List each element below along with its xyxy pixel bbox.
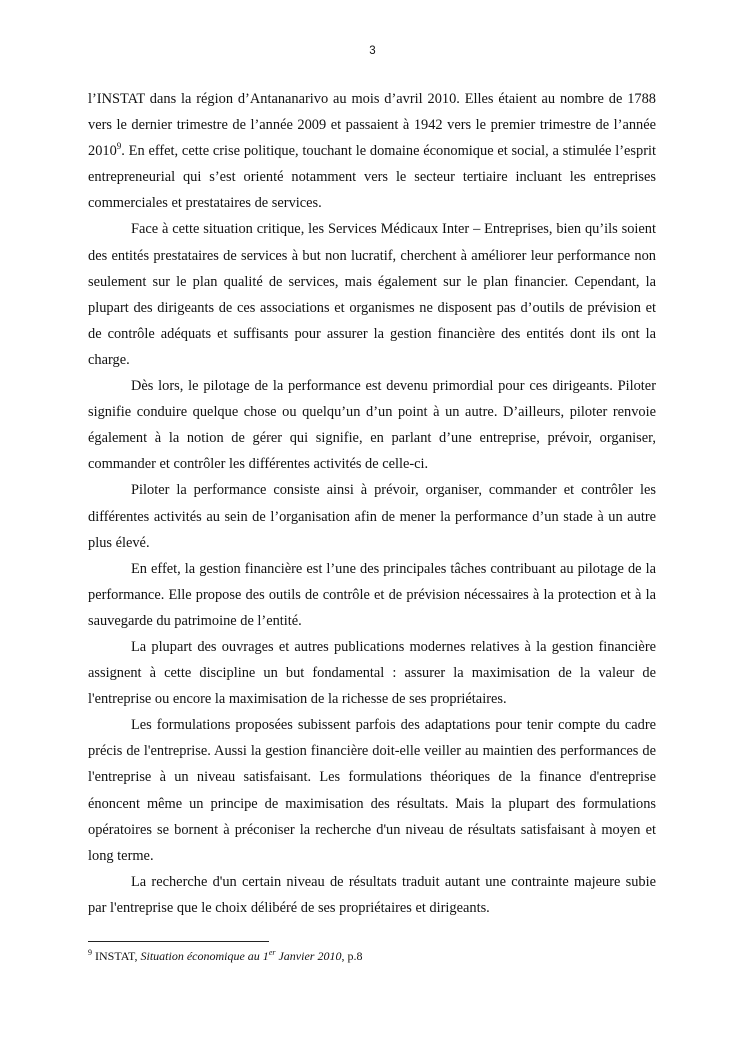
paragraph-4: Piloter la performance consiste ainsi à prévoir, organiser, commander et contrôler les différentes activités au sein de l’organisation afin de mener la performance d’un stade à un autre plus élevé. (88, 482, 656, 551)
footnote-marker: 9 (88, 948, 92, 957)
footnote-pages: , p.8 (341, 949, 363, 963)
footnote (88, 948, 656, 964)
footnote-source: INSTAT, (92, 949, 141, 963)
footnote-title-date: Janvier 2010 (275, 949, 342, 963)
footnote-title (140, 949, 341, 963)
page-number: 3 (369, 45, 376, 57)
footnote-title-text: Situation économique au 1 (140, 949, 269, 963)
body-text (88, 86, 656, 921)
paragraph-5: En effet, la gestion financière est l’une des principales tâches contribuant au pilotage de la performance. Elle propose des outils de contrôle et de prévision nécessaires à la protection et à la sauvegarde du patrimoine de l’entité. (88, 560, 656, 629)
footnote-title-superscript: er (268, 948, 276, 957)
paragraph-1 (88, 86, 656, 216)
paragraph-8: La recherche d'un certain niveau de résultats traduit autant une contrainte majeure subie par l'entreprise que le choix délibéré de ses propriétaires et dirigeants. (88, 873, 656, 916)
paragraph-6: La plupart des ouvrages et autres publications modernes relatives à la gestion financière assignent à cette discipline un but fondamental : assurer la maximisation de la valeur de l'entreprise ou encore la maximisation de la richesse de ses propriétaires. (88, 638, 656, 708)
paragraph-1-text: l’INSTAT dans la région d’Antananarivo au mois d’avril 2010. Elles étaient au nombre de 1788 vers le dernier trimestre de l’année 2009 et passaient à 1942 vers le premier trimestre de l’année 2010 (88, 91, 656, 160)
paragraph-7: Les formulations proposées subissent parfois des adaptations pour tenir compte du cadre précis de l'entreprise. Aussi la gestion financière doit-elle veiller au maintien des performances de l'entreprise à un niveau satisfaisant. Les formulations théoriques de la finance d'entreprise énoncent même un principe de maximisation des résultats. Mais la plupart des formulations opératoires se bornent à préconiser la recherche d'un niveau de résultats satisfaisant à moyen et long terme. (88, 717, 656, 864)
paragraph-3: Dès lors, le pilotage de la performance est devenu primordial pour ces dirigeants. Piloter signifie conduire quelque chose ou quelqu’un d’un point à un autre. D’ailleurs, piloter renvoie également à la notion de gérer qui signifie, en parlant d’une entreprise, prévoir, organiser, commander et contrôler les différentes activités de celle-ci. (88, 378, 656, 473)
footnote-separator (88, 941, 269, 942)
paragraph-1-text-continued: . En effet, cette crise politique, touchant le domaine économique et social, a stimulée l’esprit entrepreneurial qui s’est orienté notamment vers le secteur tertiaire incluant les entreprises commerciales et prestataires de services. (88, 143, 656, 212)
paragraph-2: Face à cette situation critique, les Services Médicaux Inter – Entreprises, bien qu’ils soient des entités prestataires de services à but non lucratif, cherchent à améliorer leur performance non seulement sur le plan qualité de services, mais également sur le plan financier. Cependant, la plupart des dirigeants de ces associations et organismes ne disposent pas d’outils de prévision et de contrôle adéquats et suffisants pour assurer la gestion financière des entités dont ils ont la charge. (88, 221, 656, 368)
footnote-reference: 9 (116, 141, 122, 152)
